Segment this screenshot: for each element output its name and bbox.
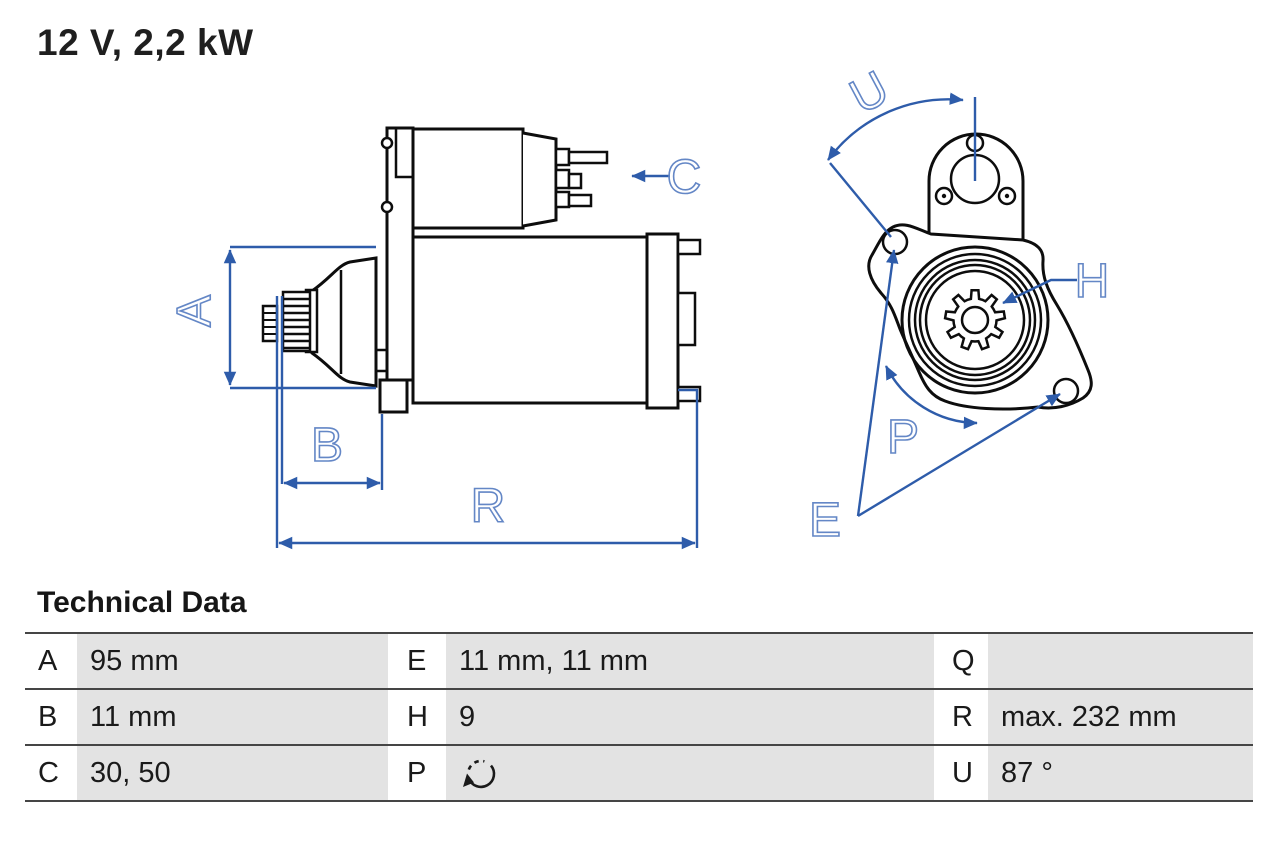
technical-data-table bbox=[25, 632, 1253, 802]
table-row bbox=[25, 744, 1253, 802]
row-key-cell: H bbox=[388, 690, 446, 744]
row-key-cell: P bbox=[388, 746, 446, 800]
dim-label-p: P bbox=[886, 411, 920, 464]
row-value-cell: 11 mm, 11 mm bbox=[446, 634, 934, 688]
dim-label-u: U bbox=[841, 61, 898, 125]
row-key-cell: U bbox=[934, 746, 988, 800]
row-value-cell bbox=[988, 634, 1253, 688]
dim-label-r: R bbox=[470, 480, 506, 533]
row-key-cell: B bbox=[25, 690, 77, 744]
starter-motor-diagram bbox=[0, 56, 1280, 626]
table-row bbox=[25, 688, 1253, 744]
row-key-cell: C bbox=[25, 746, 77, 800]
dim-label-h: H bbox=[1074, 255, 1110, 308]
row-value-cell: 95 mm bbox=[77, 634, 388, 688]
mount-hole-lower-right bbox=[1054, 379, 1078, 403]
row-value-cell: 87 ° bbox=[988, 746, 1253, 800]
row-value-cell: 30, 50 bbox=[77, 746, 388, 800]
row-value-cell: 9 bbox=[446, 690, 934, 744]
technical-data-heading: Technical Data bbox=[37, 586, 247, 619]
dim-u-radius-line bbox=[830, 163, 891, 237]
side-view-drawing bbox=[263, 128, 700, 412]
table-row bbox=[25, 632, 1253, 688]
dim-label-b: B bbox=[310, 419, 344, 472]
row-key-cell: E bbox=[388, 634, 446, 688]
row-value-cell: max. 232 mm bbox=[988, 690, 1253, 744]
dim-label-a: A bbox=[168, 294, 221, 328]
dim-label-e: E bbox=[808, 494, 842, 547]
dim-e-leader-1 bbox=[858, 250, 894, 516]
dim-r-ext-right bbox=[678, 390, 697, 548]
row-key-cell: R bbox=[934, 690, 988, 744]
row-key-cell: A bbox=[25, 634, 77, 688]
row-key-cell: Q bbox=[934, 634, 988, 688]
rotation-direction-icon bbox=[459, 752, 503, 794]
front-view-drawing bbox=[869, 134, 1092, 409]
row-value-cell: 11 mm bbox=[77, 690, 388, 744]
dim-label-c: C bbox=[666, 151, 702, 204]
page-title: 12 V, 2,2 kW bbox=[37, 22, 254, 63]
row-value-cell bbox=[446, 746, 934, 800]
